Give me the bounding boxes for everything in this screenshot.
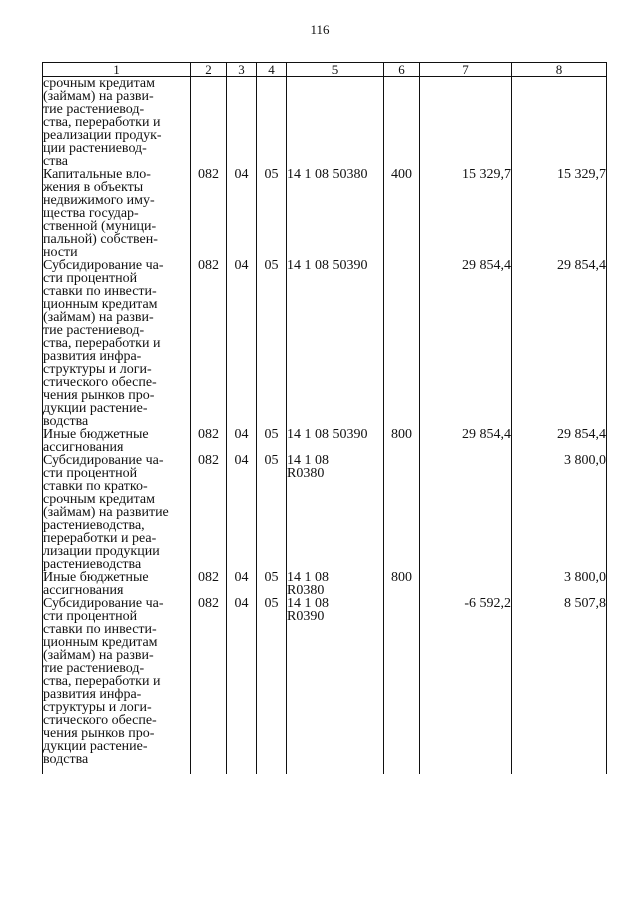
row-subsection: 05	[257, 168, 287, 259]
row-amount-change: -6 592,2	[420, 597, 512, 774]
table-row	[43, 597, 607, 774]
row-admin-code: 082	[191, 168, 227, 259]
row-section: 04	[227, 597, 257, 774]
row-subsection: 05	[257, 571, 287, 597]
row-description	[43, 428, 191, 454]
row-admin-code: 082	[191, 428, 227, 454]
row-description	[43, 454, 191, 571]
row-expense-type: 800	[384, 571, 420, 597]
row-section: 04	[227, 454, 257, 571]
row-target-article-text: 14 1 08 50380	[287, 167, 368, 182]
row-target-article	[287, 597, 384, 774]
row-subsection: 05	[257, 597, 287, 774]
header-col-4: 4	[257, 63, 287, 77]
row-admin-code: 082	[191, 259, 227, 428]
row-target-article	[287, 571, 384, 597]
row-description	[43, 597, 191, 774]
header-col-3: 3	[227, 63, 257, 77]
row-subsection: 05	[257, 259, 287, 428]
row-target-article-text: 14 1 08 R0390	[287, 596, 329, 624]
row-target-article	[287, 259, 384, 428]
header-col-1: 1	[43, 63, 191, 77]
row-description	[43, 168, 191, 259]
row-description-text: Субсидирование ча- сти процентной ставки по инвести- ционным кредитам (займам) на разви- тие растениевод- ства, переработки и развития инфра- структуры и логи- стического обеспе- чения рынков про- дукции растение- водства	[43, 258, 164, 429]
row-target-article-text: 14 1 08 R0380	[287, 570, 329, 598]
row-target-article-text: 14 1 08 50390	[287, 258, 368, 273]
row-amount-total: 3 800,0	[512, 571, 607, 597]
header-row	[43, 63, 607, 77]
row-target-article	[287, 428, 384, 454]
row-amount-change: 29 854,4	[420, 428, 512, 454]
row-amount-total: 29 854,4	[512, 259, 607, 428]
row-admin-code	[191, 77, 227, 169]
row-admin-code: 082	[191, 454, 227, 571]
table-row	[43, 77, 607, 169]
row-description-text: Иные бюджетные ассигнования	[43, 427, 149, 455]
table-row	[43, 454, 607, 571]
header-col-8: 8	[512, 63, 607, 77]
row-section: 04	[227, 428, 257, 454]
row-target-article	[287, 168, 384, 259]
row-expense-type: 800	[384, 428, 420, 454]
page-number: 116	[310, 22, 330, 37]
row-subsection: 05	[257, 454, 287, 571]
row-description	[43, 77, 191, 169]
row-admin-code: 082	[191, 597, 227, 774]
row-expense-type	[384, 454, 420, 571]
row-expense-type	[384, 77, 420, 169]
table-row	[43, 259, 607, 428]
row-subsection	[257, 77, 287, 169]
row-section	[227, 77, 257, 169]
row-amount-total: 29 854,4	[512, 428, 607, 454]
row-amount-change: 29 854,4	[420, 259, 512, 428]
row-expense-type: 400	[384, 168, 420, 259]
row-description	[43, 259, 191, 428]
row-amount-total	[512, 77, 607, 169]
row-target-article-text: 14 1 08 50390	[287, 427, 368, 442]
row-description-text: срочным кредитам (займам) на разви- тие растениевод- ства, переработки и реализации продук- ции растениевод- ства	[43, 76, 162, 169]
row-description-text: Субсидирование ча- сти процентной ставки по инвести- ционным кредитам (займам) на разви- тие растениевод- ства, переработки и развития инфра- структуры и логи- стического обеспе- чения рынков про- дукции растение- водства	[43, 596, 164, 767]
row-expense-type	[384, 259, 420, 428]
header-col-5: 5	[287, 63, 384, 77]
header-col-6: 6	[384, 63, 420, 77]
row-amount-total: 3 800,0	[512, 454, 607, 571]
header-col-7: 7	[420, 63, 512, 77]
row-admin-code: 082	[191, 571, 227, 597]
row-amount-change	[420, 77, 512, 169]
row-target-article-text: 14 1 08 R0380	[287, 453, 329, 481]
table-row	[43, 571, 607, 597]
row-amount-change	[420, 571, 512, 597]
table-row	[43, 428, 607, 454]
row-expense-type	[384, 597, 420, 774]
row-section: 04	[227, 259, 257, 428]
row-description-text: Иные бюджетные ассигнования	[43, 570, 149, 598]
row-description-text: Капитальные вло- жения в объекты недвижимого иму- щества государ- ственной (муници- пальной) собствен- ности	[43, 167, 158, 260]
table-row	[43, 168, 607, 259]
row-target-article	[287, 77, 384, 169]
row-description-text: Субсидирование ча- сти процентной ставки по кратко- срочным кредитам (займам) на развитие растениеводства, переработки и реа- лизации продукции растениеводства	[43, 453, 169, 572]
row-description	[43, 571, 191, 597]
row-amount-change: 15 329,7	[420, 168, 512, 259]
row-amount-change	[420, 454, 512, 571]
header-col-2: 2	[191, 63, 227, 77]
row-amount-total: 8 507,8	[512, 597, 607, 774]
row-amount-total: 15 329,7	[512, 168, 607, 259]
row-target-article	[287, 454, 384, 571]
budget-table	[42, 62, 607, 774]
row-section: 04	[227, 168, 257, 259]
row-subsection: 05	[257, 428, 287, 454]
row-section: 04	[227, 571, 257, 597]
